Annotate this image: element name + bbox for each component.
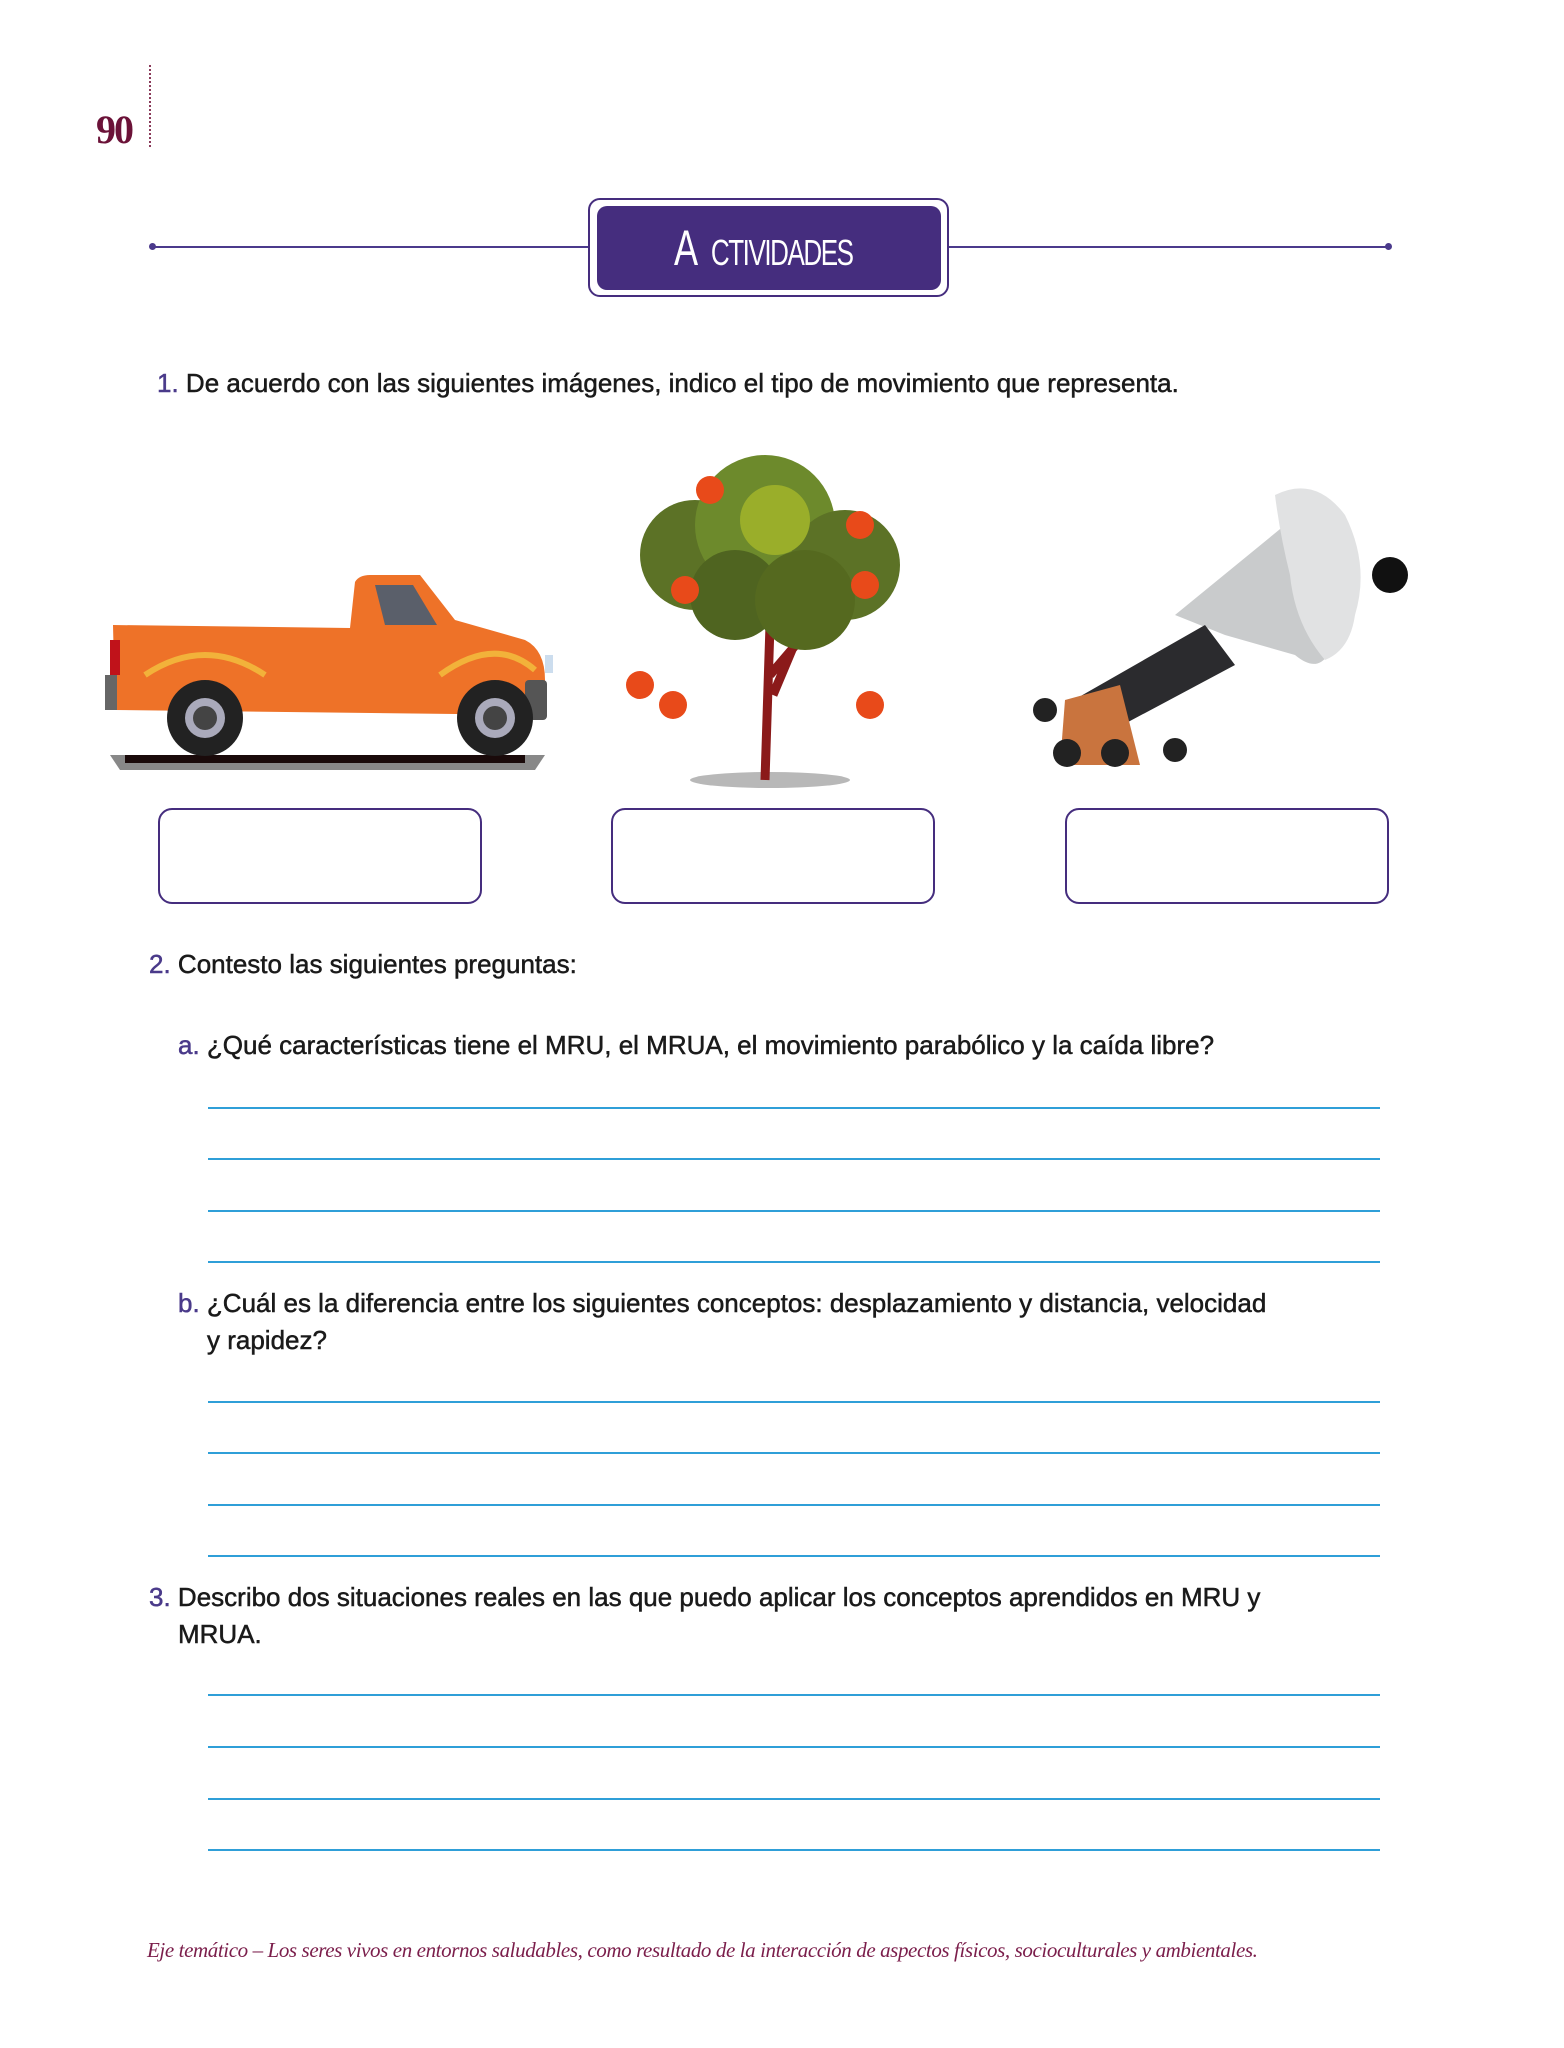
answer-line[interactable] (208, 1452, 1380, 1454)
question-2b (178, 1288, 1266, 1319)
answer-line[interactable] (208, 1694, 1380, 1696)
question-2 (149, 949, 577, 980)
answer-line[interactable] (208, 1555, 1380, 1557)
question-text: Describo dos situaciones reales en las que puedo aplicar los conceptos aprendidos en MRU y (177, 1582, 1261, 1612)
answer-line[interactable] (208, 1849, 1380, 1851)
question-text: ¿Cuál es la diferencia entre los siguientes conceptos: desplazamiento y distancia, velocidad (206, 1288, 1267, 1318)
question-text: De acuerdo con las siguientes imágenes, indico el tipo de movimiento que representa. (185, 368, 1179, 398)
answer-line[interactable] (208, 1746, 1380, 1748)
page-number: 90 (96, 107, 132, 152)
header-rule-dot-left (149, 243, 156, 250)
header-rule-dot-right (1385, 243, 1392, 250)
answer-line[interactable] (208, 1261, 1380, 1263)
question-3 (149, 1582, 1260, 1613)
question-letter: a. (178, 1030, 200, 1060)
footer-thematic-axis: Eje temático – Los seres vivos en entornos saludables, como resultado de la interacción de aspectos físicos, socioculturales y ambientales. (147, 1938, 1258, 1962)
section-badge (597, 206, 941, 290)
section-title: A CTIVIDADES (674, 220, 854, 276)
answer-line[interactable] (208, 1107, 1380, 1109)
answer-line[interactable] (208, 1158, 1380, 1160)
orange-tree-icon (605, 445, 935, 790)
answer-box-truck[interactable] (158, 808, 482, 904)
question-1 (157, 368, 1179, 399)
question-text-continued: MRUA. (178, 1619, 262, 1649)
question-text: ¿Qué características tiene el MRU, el MRUA, el movimiento parabólico y la caída libre? (206, 1030, 1215, 1060)
answer-line[interactable] (208, 1210, 1380, 1212)
answer-box-tree[interactable] (611, 808, 935, 904)
cannon-icon (1025, 485, 1415, 780)
answer-line[interactable] (208, 1798, 1380, 1800)
question-letter: b. (178, 1288, 200, 1318)
answer-box-cannon[interactable] (1065, 808, 1389, 904)
answer-line[interactable] (208, 1504, 1380, 1506)
question-number: 2. (149, 949, 171, 979)
question-text-continued: y rapidez? (207, 1325, 327, 1355)
question-2a (178, 1030, 1214, 1061)
question-number: 1. (157, 368, 179, 398)
question-text: Contesto las siguientes preguntas: (177, 949, 577, 979)
pickup-truck-icon (105, 570, 575, 775)
page-number-divider (149, 65, 151, 147)
answer-line[interactable] (208, 1401, 1380, 1403)
question-number: 3. (149, 1582, 171, 1612)
